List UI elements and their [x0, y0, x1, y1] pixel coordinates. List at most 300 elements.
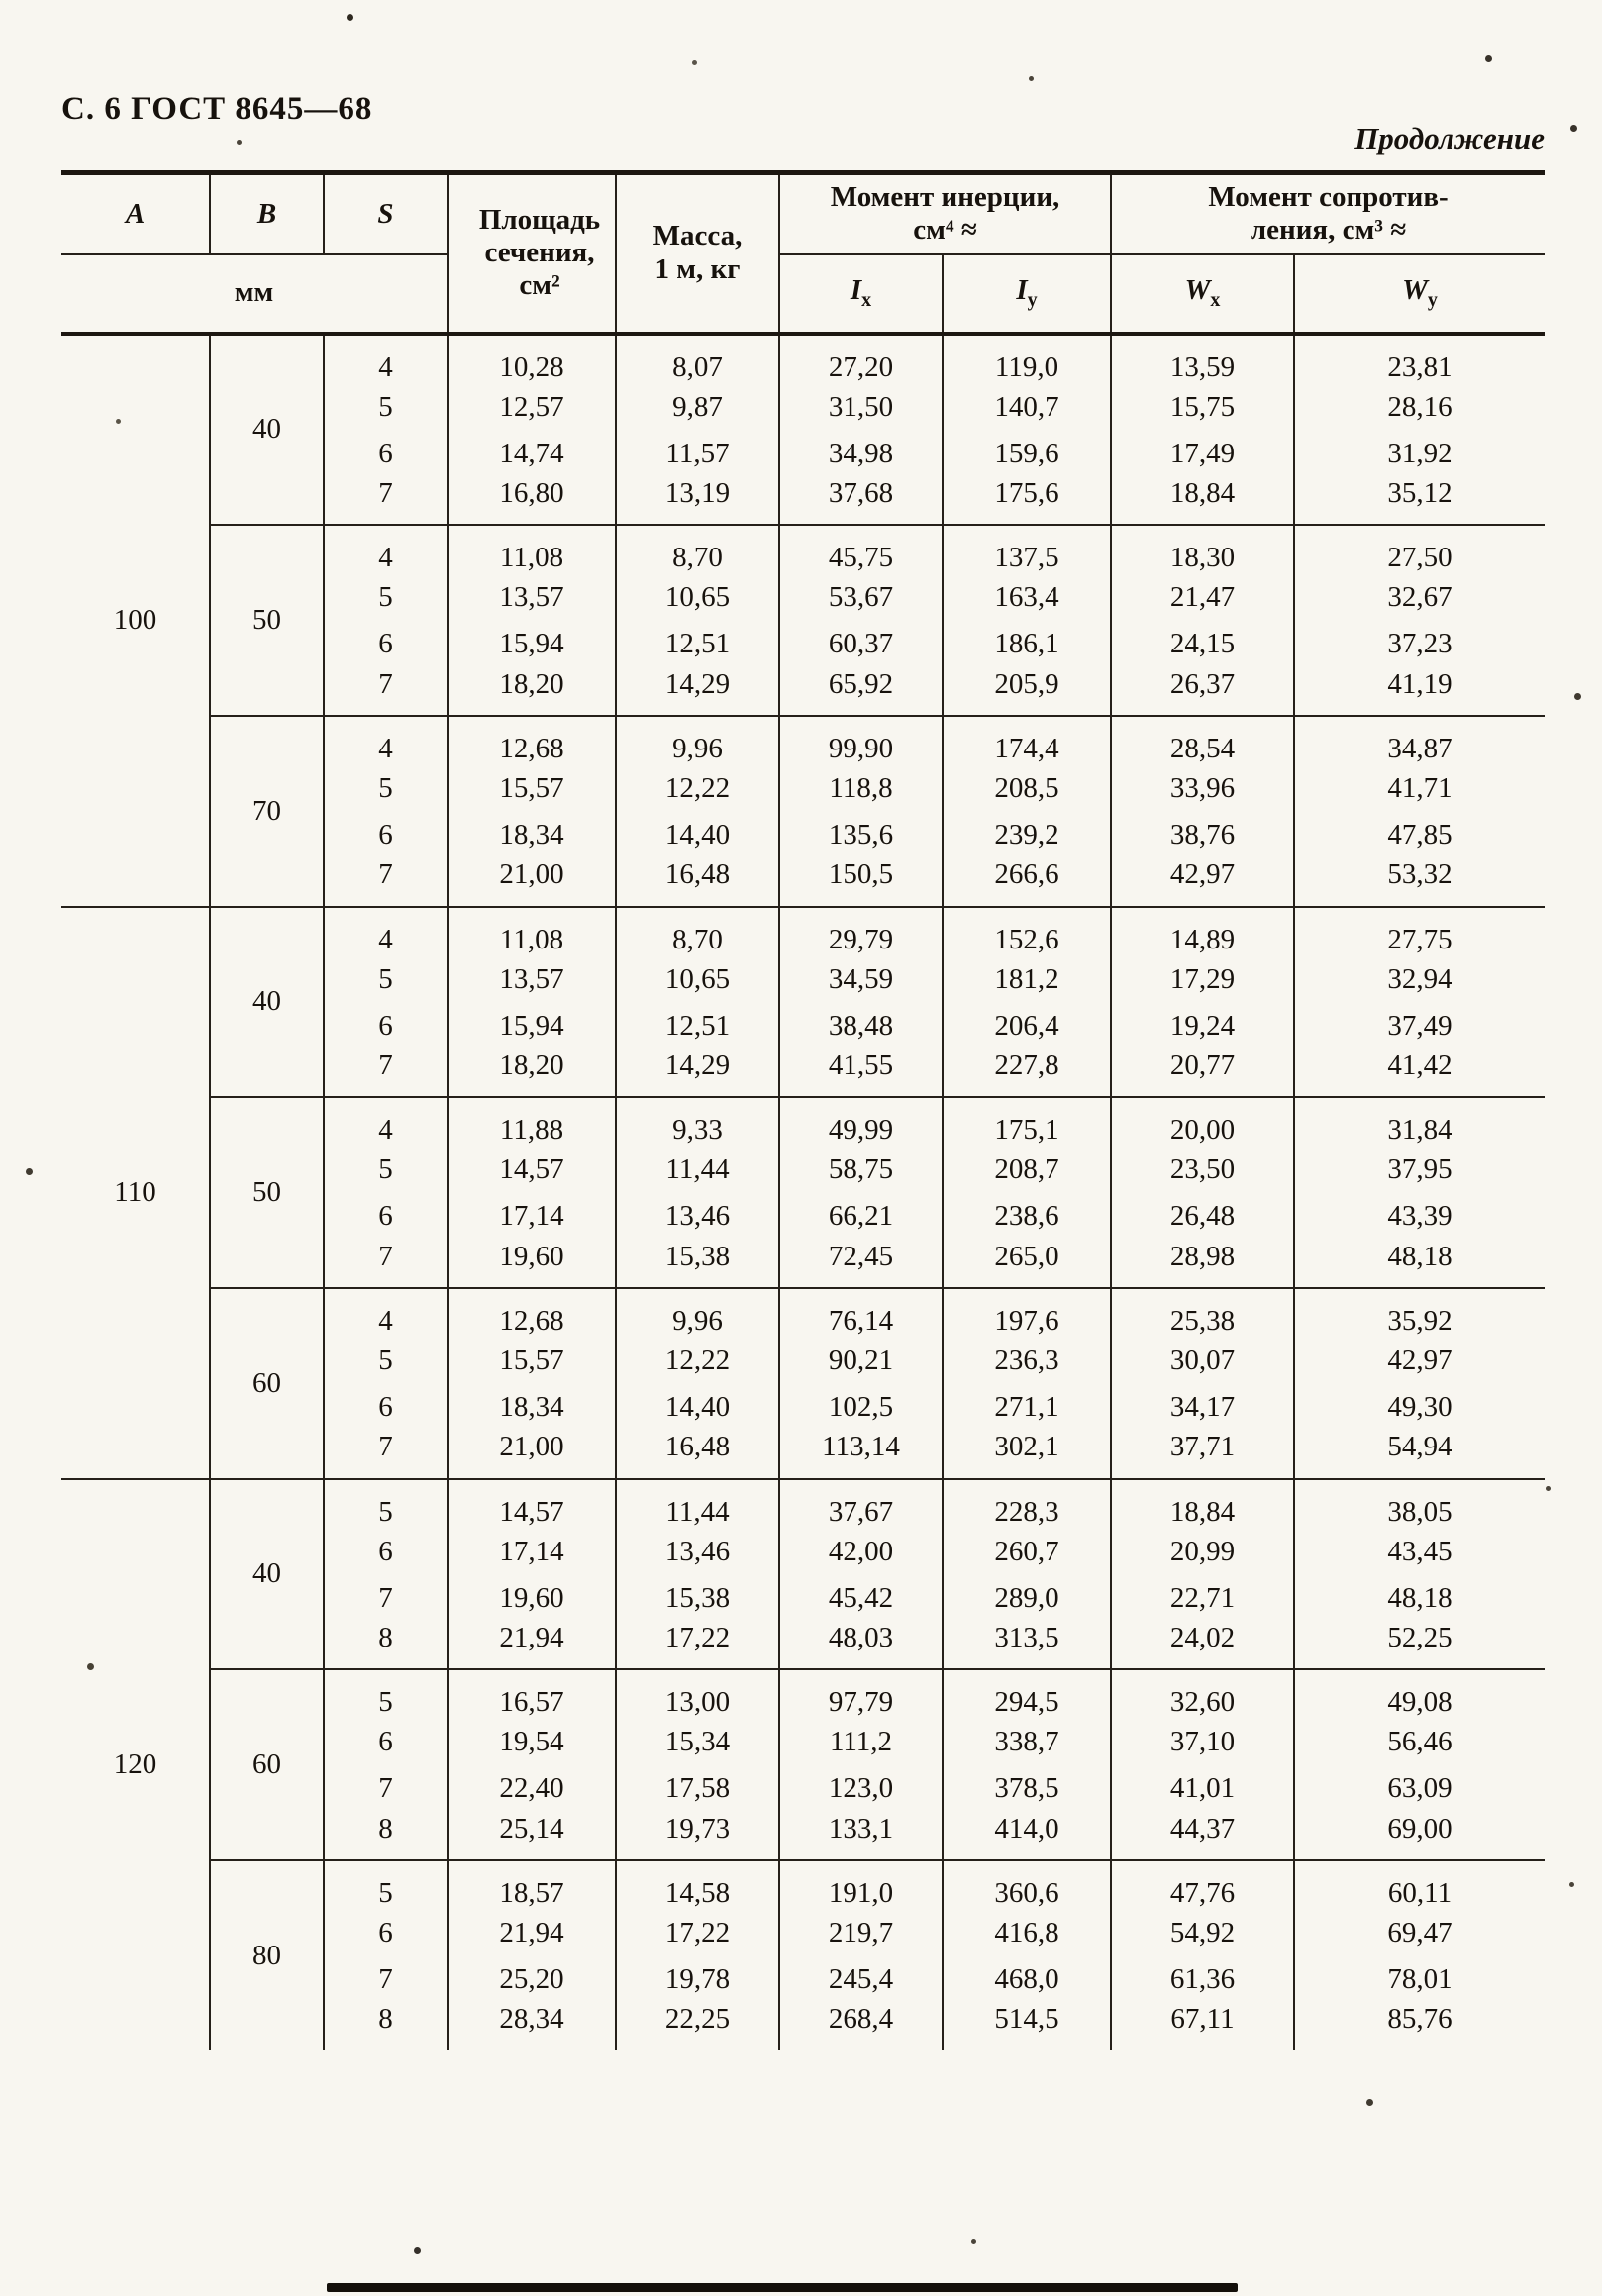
cell-iy: 239,2 [943, 812, 1111, 858]
cell-iy: 181,2 [943, 956, 1111, 1003]
cell-ix: 49,99 [779, 1097, 943, 1147]
cell-wy: 41,42 [1294, 1049, 1545, 1097]
cell-area: 18,34 [448, 812, 616, 858]
cell-iy: 208,5 [943, 765, 1111, 812]
cell-ix: 41,55 [779, 1049, 943, 1097]
cell-iy: 266,6 [943, 858, 1111, 906]
table-row [61, 907, 1545, 956]
cell-wx: 28,98 [1111, 1241, 1294, 1288]
col-header-b: В [210, 173, 324, 254]
cell-mass: 19,78 [616, 1956, 779, 2003]
cell-iy: 228,3 [943, 1479, 1111, 1529]
cell-area: 18,20 [448, 1049, 616, 1097]
cell-s: 7 [324, 858, 448, 906]
cell-s: 6 [324, 622, 448, 668]
cell-s: 7 [324, 668, 448, 716]
cell-iy: 175,1 [943, 1097, 1111, 1147]
cell-b: 70 [210, 716, 324, 907]
cell-wx: 18,84 [1111, 1479, 1294, 1529]
cell-ix: 29,79 [779, 907, 943, 956]
table-body [61, 334, 1545, 2050]
cell-mass: 17,22 [616, 1910, 779, 1956]
cell-wy: 49,30 [1387, 1391, 1452, 1424]
cell-iy: 414,0 [943, 1813, 1111, 1860]
cell-s: 6 [324, 1529, 448, 1575]
cell-ix: 113,14 [779, 1431, 943, 1478]
cell-ix: 245,4 [779, 1956, 943, 2003]
cell-iy: 140,7 [943, 384, 1111, 431]
cell-area: 25,20 [448, 1956, 616, 2003]
cell-wy: 85,76 [1387, 2003, 1452, 2036]
cell-area: 21,00 [448, 1431, 616, 1478]
cell-wy: 27,50 [1387, 542, 1452, 574]
cell-b: 60 [210, 1669, 324, 1860]
cell-wx: 37,10 [1111, 1720, 1294, 1766]
cell-area: 16,57 [448, 1669, 616, 1719]
cell-ix: 90,21 [779, 1338, 943, 1384]
cell-mass: 12,22 [616, 1338, 779, 1384]
cell-ix: 219,7 [779, 1910, 943, 1956]
cell-s: 8 [324, 1813, 448, 1860]
cell-s: 4 [324, 334, 448, 384]
col-header-resistance [1111, 173, 1545, 254]
cell-wx: 32,60 [1111, 1669, 1294, 1719]
cell-wy: 34,87 [1387, 732, 1452, 764]
cell-wx: 22,71 [1111, 1575, 1294, 1622]
cell-iy: 238,6 [943, 1194, 1111, 1241]
cell-s: 7 [324, 1049, 448, 1097]
cell-wy: 28,16 [1387, 390, 1452, 423]
cell-iy: 163,4 [943, 575, 1111, 622]
cell-area: 18,34 [448, 1384, 616, 1431]
cell-wy: 41,19 [1294, 668, 1545, 716]
cell-wy: 27,75 [1387, 923, 1452, 955]
cell-iy: 294,5 [943, 1669, 1111, 1719]
cell-mass: 19,73 [616, 1813, 779, 1860]
cell-wx: 13,59 [1111, 334, 1294, 384]
cell-mass: 9,87 [616, 384, 779, 431]
cell-mass: 15,38 [616, 1575, 779, 1622]
cell-area: 12,68 [448, 716, 616, 765]
cell-wy: 38,05 [1387, 1495, 1452, 1528]
cell-wx: 17,29 [1111, 956, 1294, 1003]
cell-mass: 12,22 [616, 765, 779, 812]
col-header-area [448, 173, 616, 334]
cell-wx: 20,99 [1111, 1529, 1294, 1575]
col-header-inertia [779, 173, 1111, 254]
wy-subscript: у [1427, 288, 1438, 311]
mass-line2: 1 м, кг [654, 252, 741, 285]
cell-wy: 37,95 [1387, 1153, 1452, 1186]
cell-mass: 9,33 [616, 1097, 779, 1147]
cell-wx: 67,11 [1111, 2003, 1294, 2049]
cell-area: 25,14 [448, 1813, 616, 1860]
cell-s: 5 [324, 575, 448, 622]
cell-b: 50 [210, 1097, 324, 1288]
cell-b: 40 [210, 907, 324, 1098]
wy-symbol: W [1402, 274, 1428, 307]
cell-ix: 76,14 [779, 1288, 943, 1338]
cell-mass: 12,51 [616, 1003, 779, 1049]
cell-mass: 8,70 [616, 907, 779, 956]
table-row [61, 1479, 1545, 1529]
cell-mass: 17,58 [616, 1766, 779, 1813]
cell-area: 19,54 [448, 1720, 616, 1766]
area-line3: см² [519, 269, 560, 302]
table-row [61, 1097, 1545, 1147]
cell-ix: 31,50 [779, 384, 943, 431]
cell-ix: 102,5 [779, 1384, 943, 1431]
cell-wx: 23,50 [1111, 1148, 1294, 1194]
cell-mass: 14,40 [616, 812, 779, 858]
cell-mass: 14,58 [616, 1860, 779, 1910]
cell-ix: 65,92 [779, 668, 943, 716]
table-row [61, 334, 1545, 384]
cell-s: 6 [324, 1910, 448, 1956]
cell-s: 5 [324, 384, 448, 431]
cell-wy: 52,25 [1294, 1622, 1545, 1669]
cell-iy: 289,0 [943, 1575, 1111, 1622]
cell-mass: 11,44 [616, 1148, 779, 1194]
cell-s: 5 [324, 765, 448, 812]
cell-s: 5 [324, 1338, 448, 1384]
cell-area: 17,14 [448, 1194, 616, 1241]
cell-area: 15,94 [448, 622, 616, 668]
cell-area: 17,14 [448, 1529, 616, 1575]
cell-s: 6 [324, 1194, 448, 1241]
cell-mass: 8,07 [616, 334, 779, 384]
cell-s: 7 [324, 1575, 448, 1622]
area-line2: сечения, [484, 237, 595, 269]
cell-iy: 416,8 [943, 1910, 1111, 1956]
cell-area: 21,00 [448, 858, 616, 906]
cell-s: 4 [324, 907, 448, 956]
cell-area: 11,88 [448, 1097, 616, 1147]
cell-iy: 360,6 [943, 1860, 1111, 1910]
cell-wy: 53,32 [1294, 858, 1545, 906]
cell-mass: 22,25 [616, 2003, 779, 2049]
cell-wy: 78,01 [1387, 1963, 1452, 1996]
cell-wx: 61,36 [1111, 1956, 1294, 2003]
cell-wx: 24,02 [1111, 1622, 1294, 1669]
cell-mass: 13,00 [616, 1669, 779, 1719]
cell-mass: 10,65 [616, 956, 779, 1003]
cell-iy: 338,7 [943, 1720, 1111, 1766]
cell-mass: 15,38 [616, 1241, 779, 1288]
cell-wx: 33,96 [1111, 765, 1294, 812]
cell-area: 19,60 [448, 1575, 616, 1622]
cell-iy: 137,5 [943, 525, 1111, 574]
cell-wy: 47,85 [1387, 819, 1452, 851]
cell-iy: 197,6 [943, 1288, 1111, 1338]
cell-iy: 236,3 [943, 1338, 1111, 1384]
cell-wx: 42,97 [1111, 858, 1294, 906]
cell-s: 7 [324, 477, 448, 525]
cell-ix: 34,59 [779, 956, 943, 1003]
cell-mass: 17,22 [616, 1622, 779, 1669]
cell-wy: 43,39 [1387, 1200, 1452, 1233]
cell-wx: 18,30 [1111, 525, 1294, 574]
col-header-mass [616, 173, 779, 334]
table-row [61, 1288, 1545, 1338]
cell-s: 6 [324, 812, 448, 858]
cell-iy: 159,6 [943, 431, 1111, 477]
cell-b: 40 [210, 334, 324, 526]
cell-ix: 38,48 [779, 1003, 943, 1049]
cell-ix: 150,5 [779, 858, 943, 906]
cell-wx: 26,37 [1111, 668, 1294, 716]
cell-iy: 175,6 [943, 477, 1111, 525]
cell-wy: 69,00 [1294, 1813, 1545, 1860]
cell-area: 12,68 [448, 1288, 616, 1338]
cell-s: 4 [324, 1097, 448, 1147]
cell-ix: 97,79 [779, 1669, 943, 1719]
cell-ix: 53,67 [779, 575, 943, 622]
cell-wy: 41,71 [1387, 772, 1452, 805]
iy-subscript: у [1027, 288, 1038, 311]
cell-wy: 56,46 [1387, 1726, 1452, 1758]
cell-b: 60 [210, 1288, 324, 1479]
cell-wx: 44,37 [1111, 1813, 1294, 1860]
resistance-line1: Момент сопротив- [1208, 180, 1449, 213]
cell-wx: 54,92 [1111, 1910, 1294, 1956]
cell-s: 7 [324, 1431, 448, 1478]
cell-s: 5 [324, 956, 448, 1003]
cell-a: 110 [61, 907, 210, 1479]
cell-b: 50 [210, 525, 324, 716]
cell-wy: 37,23 [1387, 628, 1452, 660]
cell-iy: 174,4 [943, 716, 1111, 765]
cell-iy: 186,1 [943, 622, 1111, 668]
cell-ix: 99,90 [779, 716, 943, 765]
cell-mass: 9,96 [616, 1288, 779, 1338]
cell-wy: 23,81 [1387, 350, 1452, 383]
area-line1: Площадь [478, 203, 601, 236]
cell-wy: 31,84 [1387, 1114, 1452, 1147]
cell-wx: 17,49 [1111, 431, 1294, 477]
cell-area: 21,94 [448, 1622, 616, 1669]
cell-mass: 14,29 [616, 1049, 779, 1097]
col-header-s: S [324, 173, 448, 254]
cell-mass: 13,19 [616, 477, 779, 525]
cell-iy: 119,0 [943, 334, 1111, 384]
col-header-ix [779, 254, 943, 334]
cell-a: 100 [61, 334, 210, 907]
cell-wx: 21,47 [1111, 575, 1294, 622]
cell-area: 22,40 [448, 1766, 616, 1813]
cell-wy: 54,94 [1294, 1431, 1545, 1478]
table-header [61, 173, 1545, 334]
cell-wy: 37,49 [1387, 1009, 1452, 1042]
cell-ix: 118,8 [779, 765, 943, 812]
cell-wx: 25,38 [1111, 1288, 1294, 1338]
cell-mass: 14,40 [616, 1384, 779, 1431]
cell-ix: 45,42 [779, 1575, 943, 1622]
cell-mass: 13,46 [616, 1194, 779, 1241]
cell-iy: 208,7 [943, 1148, 1111, 1194]
cell-area: 15,57 [448, 765, 616, 812]
col-header-wx [1111, 254, 1294, 334]
cell-ix: 268,4 [779, 2003, 943, 2049]
continuation-label: Продолжение [1354, 121, 1545, 155]
cell-s: 5 [324, 1148, 448, 1194]
cell-mass: 12,51 [616, 622, 779, 668]
ix-symbol: I [850, 274, 862, 307]
cell-wy: 35,92 [1387, 1304, 1452, 1337]
cell-s: 7 [324, 1956, 448, 2003]
cell-iy: 260,7 [943, 1529, 1111, 1575]
cell-ix: 42,00 [779, 1529, 943, 1575]
cell-mass: 9,96 [616, 716, 779, 765]
header-row-2 [61, 254, 1545, 334]
cell-wx: 41,01 [1111, 1766, 1294, 1813]
cell-ix: 191,0 [779, 1860, 943, 1910]
page-title: С. 6 ГОСТ 8645—68 [61, 91, 373, 127]
cell-area: 21,94 [448, 1910, 616, 1956]
cell-ix: 37,67 [779, 1479, 943, 1529]
header-row-1 [61, 173, 1545, 254]
cell-iy: 227,8 [943, 1049, 1111, 1097]
cell-iy: 271,1 [943, 1384, 1111, 1431]
cell-iy: 206,4 [943, 1003, 1111, 1049]
cell-mass: 10,65 [616, 575, 779, 622]
cell-ix: 72,45 [779, 1241, 943, 1288]
cell-wx: 15,75 [1111, 384, 1294, 431]
cell-ix: 48,03 [779, 1622, 943, 1669]
cell-ix: 135,6 [779, 812, 943, 858]
cell-a: 120 [61, 1479, 210, 2050]
cell-b: 80 [210, 1860, 324, 2050]
cell-s: 6 [324, 1003, 448, 1049]
cell-wx: 19,24 [1111, 1003, 1294, 1049]
col-header-a: А [61, 173, 210, 254]
cell-iy: 205,9 [943, 668, 1111, 716]
cell-wy: 48,18 [1294, 1241, 1545, 1288]
cell-ix: 27,20 [779, 334, 943, 384]
cell-s: 4 [324, 716, 448, 765]
cell-s: 8 [324, 2003, 448, 2049]
cell-s: 4 [324, 1288, 448, 1338]
cell-area: 13,57 [448, 956, 616, 1003]
cell-iy: 265,0 [943, 1241, 1111, 1288]
scan-artifact-bar [327, 2283, 1238, 2292]
cell-wx: 38,76 [1111, 812, 1294, 858]
cell-iy: 152,6 [943, 907, 1111, 956]
table-row [61, 716, 1545, 765]
cell-ix: 37,68 [779, 477, 943, 525]
cell-area: 18,20 [448, 668, 616, 716]
cell-s: 7 [324, 1241, 448, 1288]
cell-wx: 20,77 [1111, 1049, 1294, 1097]
cell-mass: 11,44 [616, 1479, 779, 1529]
scan-noise-specks [0, 0, 3, 3]
col-header-wy [1294, 254, 1545, 334]
profile-dimensions-table [61, 170, 1545, 2050]
cell-ix: 34,98 [779, 431, 943, 477]
table-row [61, 525, 1545, 574]
resistance-line2: ления, см³ ≈ [1250, 214, 1407, 247]
cell-s: 7 [324, 1766, 448, 1813]
cell-mass: 8,70 [616, 525, 779, 574]
cell-ix: 123,0 [779, 1766, 943, 1813]
cell-wx: 14,89 [1111, 907, 1294, 956]
cell-ix: 133,1 [779, 1813, 943, 1860]
cell-ix: 111,2 [779, 1720, 943, 1766]
cell-wx: 30,07 [1111, 1338, 1294, 1384]
col-header-mm: мм [61, 254, 448, 334]
cell-wy: 31,92 [1387, 437, 1452, 469]
iy-symbol: I [1016, 274, 1028, 307]
cell-area: 14,57 [448, 1148, 616, 1194]
cell-ix: 45,75 [779, 525, 943, 574]
cell-area: 18,57 [448, 1860, 616, 1910]
inertia-line1: Момент инерции, [830, 180, 1060, 213]
cell-area: 11,08 [448, 907, 616, 956]
cell-mass: 16,48 [616, 1431, 779, 1478]
cell-ix: 58,75 [779, 1148, 943, 1194]
wx-subscript: х [1210, 288, 1221, 311]
cell-s: 5 [324, 1860, 448, 1910]
cell-wx: 37,71 [1111, 1431, 1294, 1478]
cell-iy: 302,1 [943, 1431, 1111, 1478]
cell-ix: 60,37 [779, 622, 943, 668]
cell-wy: 32,94 [1387, 962, 1452, 995]
cell-s: 8 [324, 1622, 448, 1669]
cell-mass: 15,34 [616, 1720, 779, 1766]
cell-wx: 24,15 [1111, 622, 1294, 668]
cell-wy: 35,12 [1294, 477, 1545, 525]
cell-area: 11,08 [448, 525, 616, 574]
cell-iy: 313,5 [943, 1622, 1111, 1669]
cell-ix: 66,21 [779, 1194, 943, 1241]
table-row [61, 1669, 1545, 1719]
col-header-iy [943, 254, 1111, 334]
cell-s: 5 [324, 1669, 448, 1719]
cell-iy: 514,5 [943, 2003, 1111, 2049]
cell-area: 12,57 [448, 384, 616, 431]
cell-area: 28,34 [448, 2003, 616, 2049]
cell-s: 4 [324, 525, 448, 574]
cell-wx: 47,76 [1111, 1860, 1294, 1910]
cell-b: 40 [210, 1479, 324, 1670]
cell-iy: 378,5 [943, 1766, 1111, 1813]
cell-area: 15,57 [448, 1338, 616, 1384]
cell-area: 15,94 [448, 1003, 616, 1049]
ix-subscript: х [861, 288, 872, 311]
wx-symbol: W [1184, 274, 1211, 307]
cell-wy: 32,67 [1387, 581, 1452, 614]
cell-wy: 49,08 [1387, 1686, 1452, 1719]
cell-area: 14,57 [448, 1479, 616, 1529]
cell-wy: 69,47 [1387, 1917, 1452, 1949]
cell-s: 6 [324, 1384, 448, 1431]
cell-area: 13,57 [448, 575, 616, 622]
cell-area: 19,60 [448, 1241, 616, 1288]
cell-wy: 63,09 [1387, 1772, 1452, 1805]
cell-wx: 34,17 [1111, 1384, 1294, 1431]
cell-iy: 468,0 [943, 1956, 1111, 2003]
cell-wy: 48,18 [1387, 1581, 1452, 1614]
cell-s: 5 [324, 1479, 448, 1529]
inertia-line2: см⁴ ≈ [913, 214, 977, 247]
cell-wy: 42,97 [1387, 1345, 1452, 1377]
cell-mass: 16,48 [616, 858, 779, 906]
cell-mass: 13,46 [616, 1529, 779, 1575]
cell-area: 16,80 [448, 477, 616, 525]
cell-mass: 14,29 [616, 668, 779, 716]
cell-wx: 26,48 [1111, 1194, 1294, 1241]
cell-wx: 18,84 [1111, 477, 1294, 525]
